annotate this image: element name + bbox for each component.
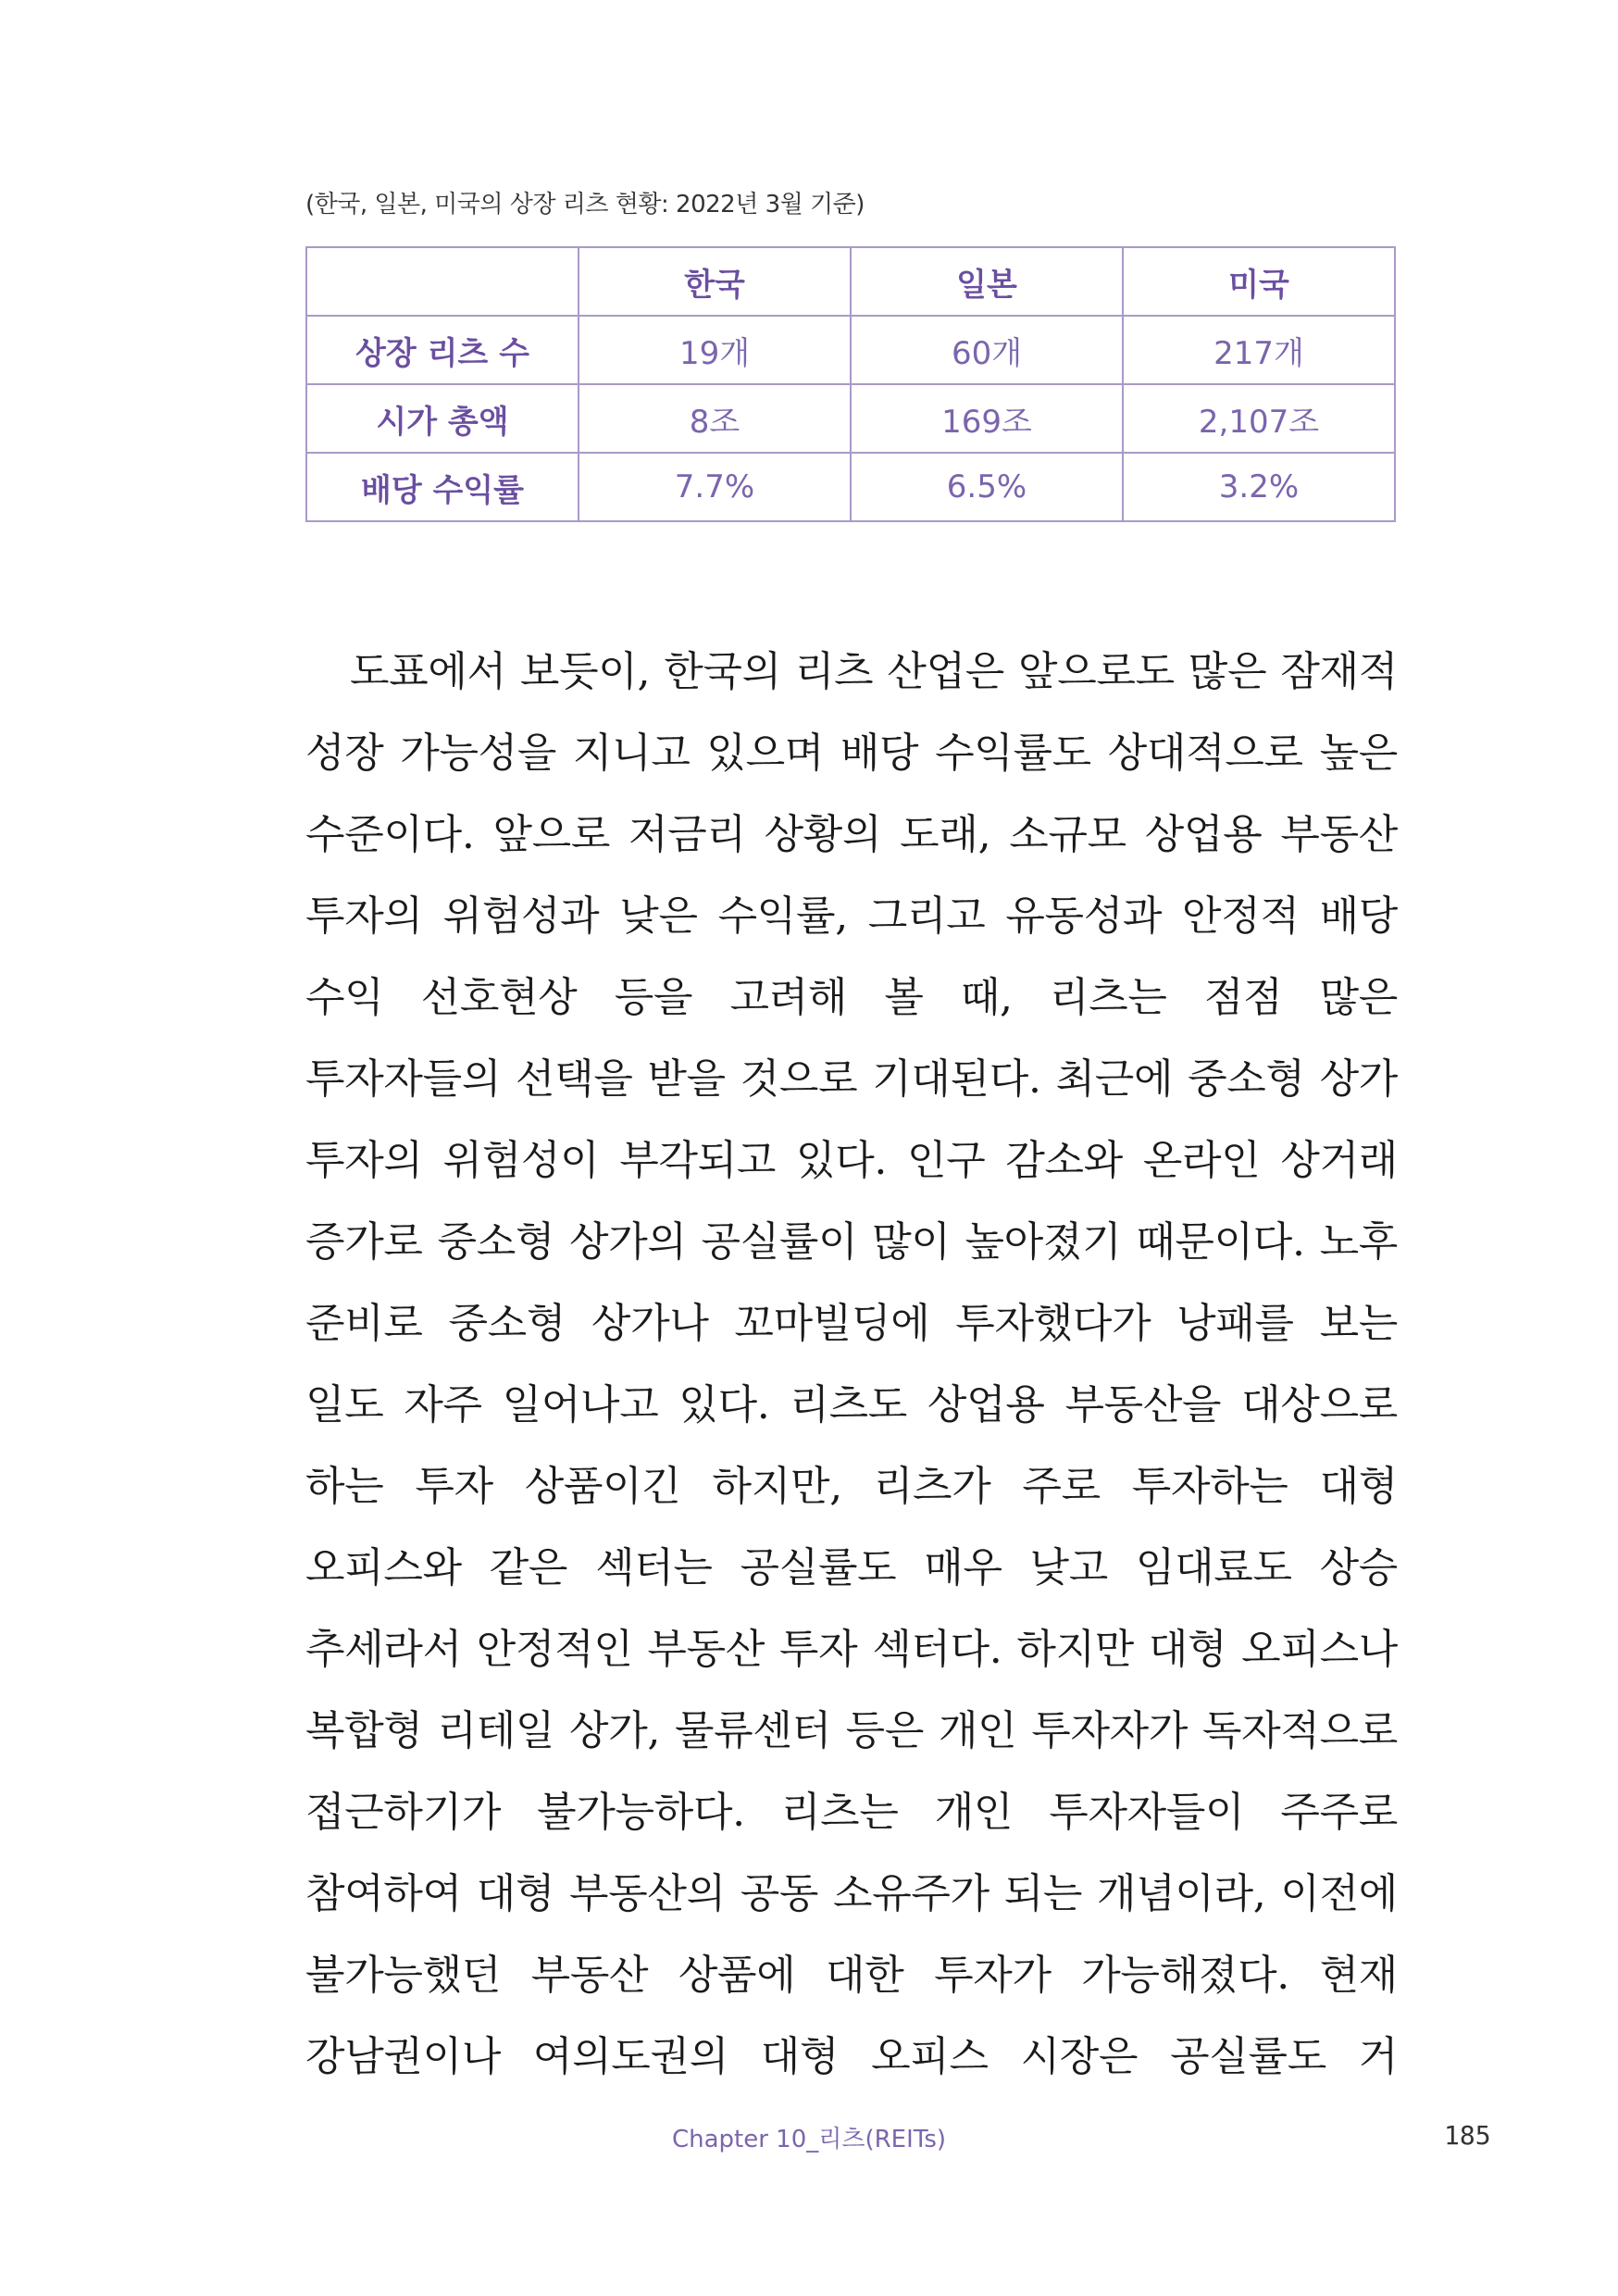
header-usa: 미국	[1123, 247, 1395, 316]
table-caption: (한국, 일본, 미국의 상장 리츠 현황: 2022년 3월 기준)	[305, 191, 865, 218]
header-korea: 한국	[579, 247, 851, 316]
row-label-listed-count: 상장 리츠 수	[306, 316, 579, 384]
reits-comparison-table	[305, 246, 1396, 522]
table-row	[306, 316, 1395, 384]
body-text	[305, 631, 1398, 2098]
body-paragraph: 도표에서 보듯이, 한국의 리츠 산업은 앞으로도 많은 잠재적 성장 가능성을 지니고 있으며 배당 수익률도 상대적으로 높은 수준이다. 앞으로 저금리 상황의 도래, 소규모 상업용 부동산 투자의 위험성과 낮은 수익률, 그리고 유동성과 안정적 배당 수익 선호현상 등을 고려해 볼 때, 리츠는 점점 많은 투자자들의 선택을 받을 것으로 기대된다. 최근에 중소형 상가 투자의 위험성이 부각되고 있다. 인구 감소와 온라인 상거래 증가로 중소형 상가의 공실률이 많이 높아졌기 때문이다. 노후 준비로 중소형 상가나 꼬마빌딩에 투자했다가 낭패를 보는 일도 자주 일어나고 있다. 리츠도 상업용 부동산을 대상으로 하는 투자 상품이긴 하지만, 리츠가 주로 투자하는 대형 오피스와 같은 섹터는 공실률도 매우 낮고 임대료도 상승 추세라서 안정적인 부동산 투자 섹터다. 하지만 대형 오피스나 복합형 리테일 상가, 물류센터 등은 개인 투자자가 독자적으로 접근하기가 불가능하다. 리츠는 개인 투자자들이 주주로 참여하여 대형 부동산의 공동 소유주가 되는 개념이라, 이전에 불가능했던 부동산 상품에 대한 투자가 가능해졌다. 현재 강남권이나 여의도권의 대형 오피스 시장은 공실률도 거	[305, 648, 1398, 2080]
header-japan: 일본	[851, 247, 1123, 316]
cell-usa-dividend-yield: 3.2%	[1123, 453, 1395, 521]
cell-japan-listed-count: 60개	[851, 316, 1123, 384]
table-row	[306, 453, 1395, 521]
cell-korea-listed-count: 19개	[579, 316, 851, 384]
header-empty-cell	[306, 247, 579, 316]
row-label-dividend-yield: 배당 수익률	[306, 453, 579, 521]
cell-korea-dividend-yield: 7.7%	[579, 453, 851, 521]
row-label-market-cap: 시가 총액	[306, 384, 579, 453]
footer-chapter-title: Chapter 10_리츠(REITs)	[671, 2126, 947, 2153]
page-number: 185	[1444, 2120, 1491, 2151]
cell-korea-market-cap: 8조	[579, 384, 851, 453]
table-row	[306, 384, 1395, 453]
cell-usa-market-cap: 2,107조	[1123, 384, 1395, 453]
cell-usa-listed-count: 217개	[1123, 316, 1395, 384]
cell-japan-dividend-yield: 6.5%	[851, 453, 1123, 521]
cell-japan-market-cap: 169조	[851, 384, 1123, 453]
table-header-row	[306, 247, 1395, 316]
